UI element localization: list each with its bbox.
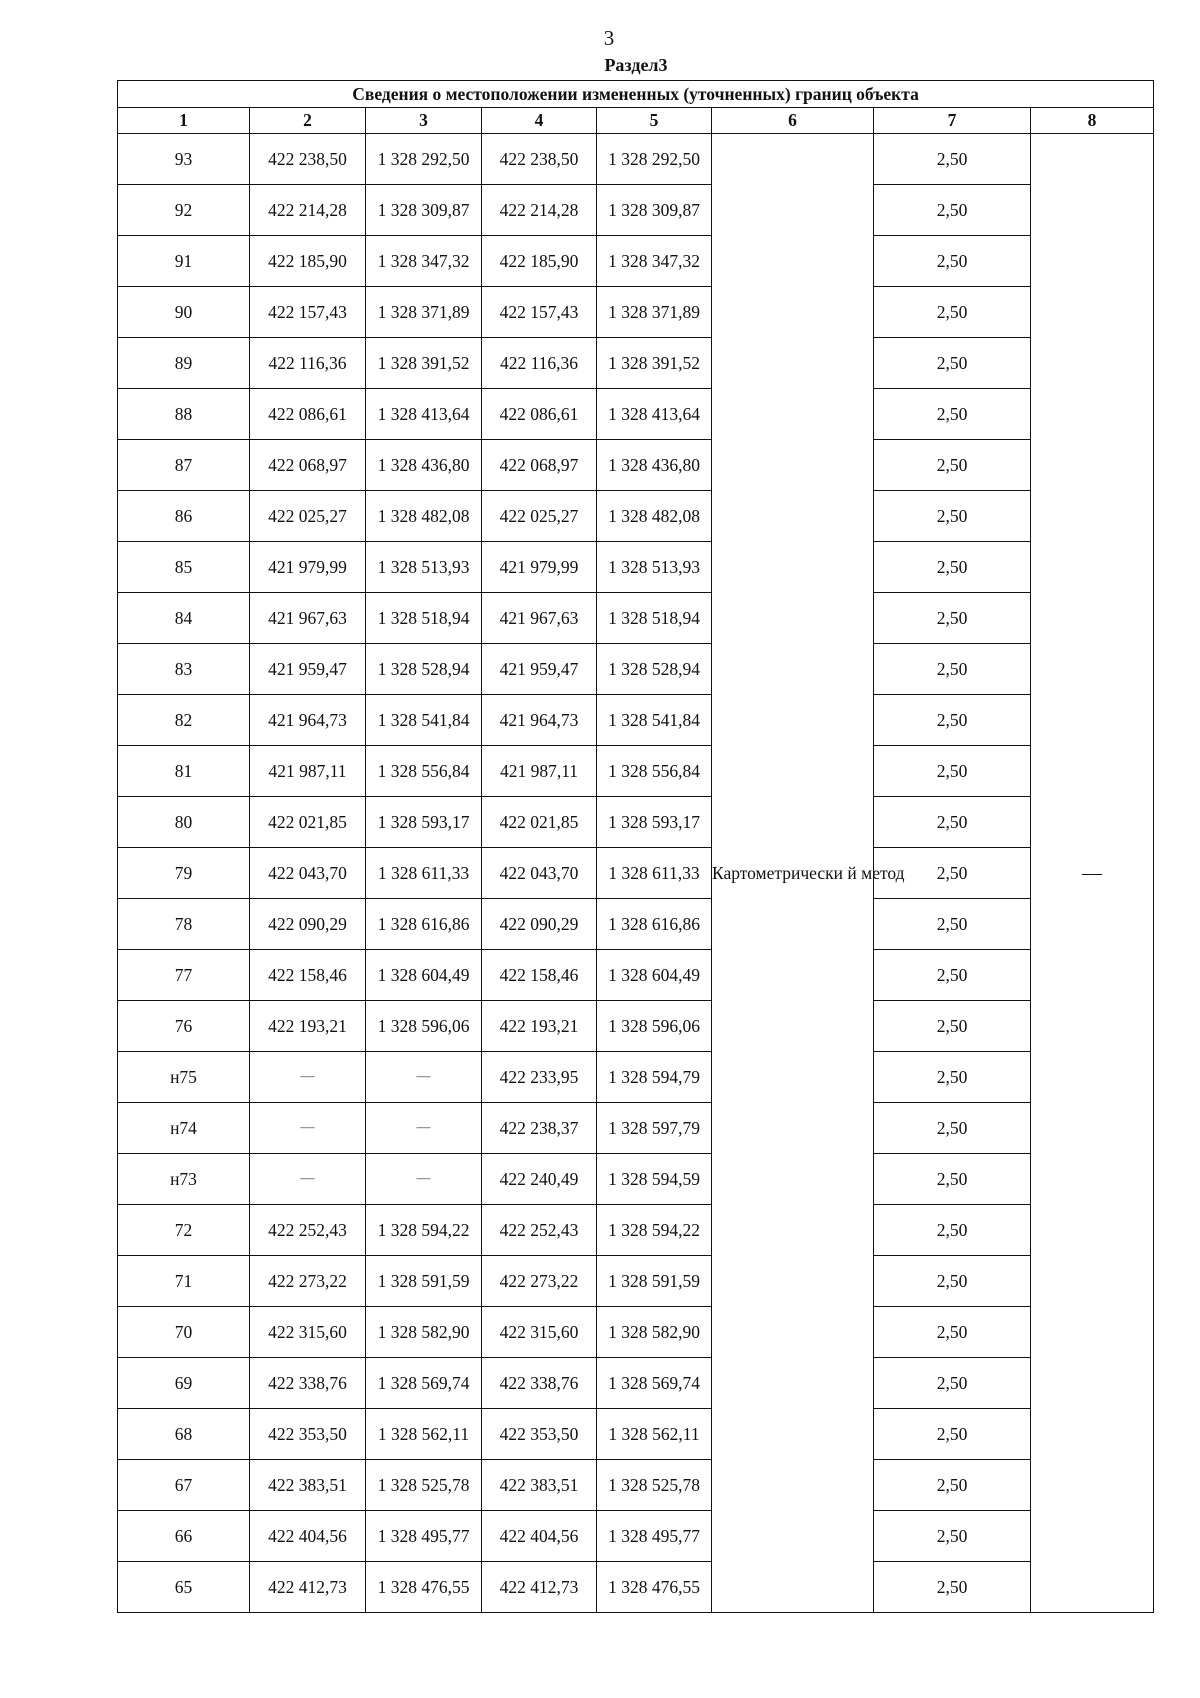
column-number-1: 1 <box>118 108 250 134</box>
old-y-cell: 1 328 513,93 <box>366 542 482 593</box>
point-id-cell: 66 <box>118 1511 250 1562</box>
old-y-cell: 1 328 594,22 <box>366 1205 482 1256</box>
point-id-cell: 85 <box>118 542 250 593</box>
point-id-cell: 92 <box>118 185 250 236</box>
table-row <box>118 797 1154 848</box>
old-x-cell: 421 979,99 <box>250 542 366 593</box>
page-number: 3 <box>603 26 615 50</box>
accuracy-cell: 2,50 <box>874 338 1031 389</box>
old-y-cell: 1 328 611,33 <box>366 848 482 899</box>
new-y-cell: 1 328 597,79 <box>597 1103 712 1154</box>
accuracy-cell: 2,50 <box>874 1511 1031 1562</box>
new-y-cell: 1 328 591,59 <box>597 1256 712 1307</box>
column-number-2: 2 <box>250 108 366 134</box>
old-x-cell: 422 157,43 <box>250 287 366 338</box>
old-x-cell: 421 964,73 <box>250 695 366 746</box>
new-y-cell: 1 328 594,59 <box>597 1154 712 1205</box>
accuracy-cell: 2,50 <box>874 797 1031 848</box>
point-id-cell: н75 <box>118 1052 250 1103</box>
accuracy-cell: 2,50 <box>874 695 1031 746</box>
point-id-cell: 71 <box>118 1256 250 1307</box>
point-id-cell: 82 <box>118 695 250 746</box>
column-number-6: 6 <box>712 108 874 134</box>
new-x-cell: 422 214,28 <box>482 185 597 236</box>
table-row <box>118 440 1154 491</box>
new-x-cell: 422 068,97 <box>482 440 597 491</box>
table-row <box>118 542 1154 593</box>
old-y-cell: 1 328 371,89 <box>366 287 482 338</box>
new-x-cell: 421 987,11 <box>482 746 597 797</box>
new-y-cell: 1 328 593,17 <box>597 797 712 848</box>
old-x-cell: 422 193,21 <box>250 1001 366 1052</box>
new-x-cell: 421 979,99 <box>482 542 597 593</box>
new-x-cell: 422 025,27 <box>482 491 597 542</box>
old-x-cell: 422 252,43 <box>250 1205 366 1256</box>
new-y-cell: 1 328 582,90 <box>597 1307 712 1358</box>
old-x-cell: 421 967,63 <box>250 593 366 644</box>
new-y-cell: 1 328 482,08 <box>597 491 712 542</box>
accuracy-cell: 2,50 <box>874 1358 1031 1409</box>
old-x-cell: 422 068,97 <box>250 440 366 491</box>
new-x-cell: 422 021,85 <box>482 797 597 848</box>
table-row <box>118 1256 1154 1307</box>
accuracy-cell: 2,50 <box>874 1409 1031 1460</box>
old-x-cell: 422 383,51 <box>250 1460 366 1511</box>
point-id-cell: 69 <box>118 1358 250 1409</box>
old-x-cell: 422 021,85 <box>250 797 366 848</box>
new-y-cell: 1 328 556,84 <box>597 746 712 797</box>
point-id-cell: 72 <box>118 1205 250 1256</box>
old-x-cell: — <box>250 1103 366 1154</box>
new-x-cell: 422 238,37 <box>482 1103 597 1154</box>
old-y-cell: 1 328 391,52 <box>366 338 482 389</box>
new-y-cell: 1 328 347,32 <box>597 236 712 287</box>
old-y-cell: 1 328 541,84 <box>366 695 482 746</box>
old-y-cell: 1 328 604,49 <box>366 950 482 1001</box>
accuracy-cell: 2,50 <box>874 1205 1031 1256</box>
old-x-cell: 422 158,46 <box>250 950 366 1001</box>
table-row <box>118 1307 1154 1358</box>
accuracy-cell: 2,50 <box>874 1052 1031 1103</box>
old-y-cell: 1 328 292,50 <box>366 134 482 185</box>
table-row <box>118 185 1154 236</box>
old-x-cell: 422 214,28 <box>250 185 366 236</box>
new-y-cell: 1 328 371,89 <box>597 287 712 338</box>
new-x-cell: 422 240,49 <box>482 1154 597 1205</box>
point-id-cell: 67 <box>118 1460 250 1511</box>
old-y-cell: — <box>366 1103 482 1154</box>
accuracy-cell: 2,50 <box>874 1001 1031 1052</box>
new-y-cell: 1 328 594,22 <box>597 1205 712 1256</box>
new-x-cell: 422 193,21 <box>482 1001 597 1052</box>
new-y-cell: 1 328 569,74 <box>597 1358 712 1409</box>
point-id-cell: 65 <box>118 1562 250 1613</box>
new-y-cell: 1 328 541,84 <box>597 695 712 746</box>
boundary-coordinates-table <box>117 80 1154 1613</box>
old-y-cell: 1 328 616,86 <box>366 899 482 950</box>
new-x-cell: 421 964,73 <box>482 695 597 746</box>
table-row <box>118 1205 1154 1256</box>
new-x-cell: 422 338,76 <box>482 1358 597 1409</box>
old-x-cell: — <box>250 1154 366 1205</box>
accuracy-cell: 2,50 <box>874 593 1031 644</box>
accuracy-cell: 2,50 <box>874 389 1031 440</box>
point-id-cell: 77 <box>118 950 250 1001</box>
old-x-cell: 422 025,27 <box>250 491 366 542</box>
new-x-cell: 422 090,29 <box>482 899 597 950</box>
column-number-4: 4 <box>482 108 597 134</box>
new-y-cell: 1 328 604,49 <box>597 950 712 1001</box>
accuracy-cell: 2,50 <box>874 491 1031 542</box>
column-number-7: 7 <box>874 108 1031 134</box>
new-x-cell: 422 315,60 <box>482 1307 597 1358</box>
accuracy-cell: 2,50 <box>874 1103 1031 1154</box>
point-id-cell: 68 <box>118 1409 250 1460</box>
table-row <box>118 899 1154 950</box>
accuracy-cell: 2,50 <box>874 1562 1031 1613</box>
point-id-cell: 90 <box>118 287 250 338</box>
new-y-cell: 1 328 309,87 <box>597 185 712 236</box>
old-y-cell: 1 328 556,84 <box>366 746 482 797</box>
new-y-cell: 1 328 436,80 <box>597 440 712 491</box>
new-x-cell: 422 252,43 <box>482 1205 597 1256</box>
point-id-cell: 91 <box>118 236 250 287</box>
new-y-cell: 1 328 562,11 <box>597 1409 712 1460</box>
accuracy-cell: 2,50 <box>874 134 1031 185</box>
accuracy-cell: 2,50 <box>874 899 1031 950</box>
point-id-cell: 70 <box>118 1307 250 1358</box>
point-id-cell: 76 <box>118 1001 250 1052</box>
new-y-cell: 1 328 525,78 <box>597 1460 712 1511</box>
old-y-cell: 1 328 413,64 <box>366 389 482 440</box>
new-y-cell: 1 328 528,94 <box>597 644 712 695</box>
column-numbers-row <box>118 108 1154 134</box>
table-row <box>118 950 1154 1001</box>
section-title: Раздел3 <box>604 55 668 75</box>
old-x-cell: 422 238,50 <box>250 134 366 185</box>
old-x-cell: 422 185,90 <box>250 236 366 287</box>
old-x-cell: 422 338,76 <box>250 1358 366 1409</box>
method-cell: Картометрически й метод <box>712 134 874 1613</box>
table-row <box>118 287 1154 338</box>
old-y-cell: 1 328 593,17 <box>366 797 482 848</box>
new-x-cell: 422 086,61 <box>482 389 597 440</box>
old-x-cell: — <box>250 1052 366 1103</box>
new-y-cell: 1 328 518,94 <box>597 593 712 644</box>
old-x-cell: 422 315,60 <box>250 1307 366 1358</box>
table-row <box>118 593 1154 644</box>
point-id-cell: 79 <box>118 848 250 899</box>
table-row <box>118 1001 1154 1052</box>
old-x-cell: 421 987,11 <box>250 746 366 797</box>
accuracy-cell: 2,50 <box>874 1256 1031 1307</box>
old-y-cell: 1 328 596,06 <box>366 1001 482 1052</box>
accuracy-cell: 2,50 <box>874 746 1031 797</box>
old-y-cell: 1 328 309,87 <box>366 185 482 236</box>
table-row <box>118 1358 1154 1409</box>
accuracy-cell: 2,50 <box>874 1460 1031 1511</box>
point-id-cell: 78 <box>118 899 250 950</box>
old-y-cell: 1 328 591,59 <box>366 1256 482 1307</box>
old-y-cell: 1 328 525,78 <box>366 1460 482 1511</box>
old-y-cell: — <box>366 1052 482 1103</box>
old-y-cell: 1 328 582,90 <box>366 1307 482 1358</box>
new-y-cell: 1 328 413,64 <box>597 389 712 440</box>
old-y-cell: 1 328 528,94 <box>366 644 482 695</box>
point-id-cell: 80 <box>118 797 250 848</box>
table-body <box>118 134 1154 1613</box>
old-y-cell: 1 328 476,55 <box>366 1562 482 1613</box>
new-x-cell: 422 043,70 <box>482 848 597 899</box>
column-number-3: 3 <box>366 108 482 134</box>
table-row <box>118 389 1154 440</box>
table-row <box>118 236 1154 287</box>
new-y-cell: 1 328 391,52 <box>597 338 712 389</box>
point-id-cell: 93 <box>118 134 250 185</box>
old-y-cell: 1 328 436,80 <box>366 440 482 491</box>
table-row <box>118 491 1154 542</box>
table-title: Сведения о местоположении измененных (уточненных) границ объекта <box>118 81 1154 108</box>
old-y-cell: 1 328 495,77 <box>366 1511 482 1562</box>
accuracy-cell: 2,50 <box>874 440 1031 491</box>
new-y-cell: 1 328 513,93 <box>597 542 712 593</box>
point-id-cell: 83 <box>118 644 250 695</box>
old-y-cell: 1 328 562,11 <box>366 1409 482 1460</box>
old-x-cell: 422 273,22 <box>250 1256 366 1307</box>
new-x-cell: 422 238,50 <box>482 134 597 185</box>
table-row <box>118 338 1154 389</box>
point-id-cell: 86 <box>118 491 250 542</box>
old-x-cell: 422 043,70 <box>250 848 366 899</box>
table-row <box>118 644 1154 695</box>
new-x-cell: 421 967,63 <box>482 593 597 644</box>
table-row <box>118 1562 1154 1613</box>
point-id-cell: 81 <box>118 746 250 797</box>
old-y-cell: 1 328 482,08 <box>366 491 482 542</box>
old-y-cell: 1 328 569,74 <box>366 1358 482 1409</box>
point-id-cell: 84 <box>118 593 250 644</box>
new-x-cell: 422 158,46 <box>482 950 597 1001</box>
accuracy-cell: 2,50 <box>874 950 1031 1001</box>
table-row <box>118 1409 1154 1460</box>
point-id-cell: 88 <box>118 389 250 440</box>
new-x-cell: 422 412,73 <box>482 1562 597 1613</box>
old-x-cell: 422 353,50 <box>250 1409 366 1460</box>
table-row <box>118 746 1154 797</box>
table-row <box>118 1460 1154 1511</box>
old-x-cell: 422 086,61 <box>250 389 366 440</box>
old-x-cell: 421 959,47 <box>250 644 366 695</box>
new-y-cell: 1 328 495,77 <box>597 1511 712 1562</box>
old-x-cell: 422 116,36 <box>250 338 366 389</box>
accuracy-cell: 2,50 <box>874 236 1031 287</box>
old-y-cell: 1 328 347,32 <box>366 236 482 287</box>
new-x-cell: 422 404,56 <box>482 1511 597 1562</box>
new-y-cell: 1 328 476,55 <box>597 1562 712 1613</box>
new-x-cell: 422 116,36 <box>482 338 597 389</box>
note-cell: — <box>1031 134 1154 1613</box>
accuracy-cell: 2,50 <box>874 1154 1031 1205</box>
table-row <box>118 848 1154 899</box>
point-id-cell: 89 <box>118 338 250 389</box>
accuracy-cell: 2,50 <box>874 185 1031 236</box>
table-row <box>118 1511 1154 1562</box>
table-row <box>118 1052 1154 1103</box>
new-x-cell: 422 157,43 <box>482 287 597 338</box>
table-row <box>118 1103 1154 1154</box>
old-x-cell: 422 090,29 <box>250 899 366 950</box>
accuracy-cell: 2,50 <box>874 542 1031 593</box>
new-x-cell: 422 353,50 <box>482 1409 597 1460</box>
accuracy-cell: 2,50 <box>874 848 1031 899</box>
new-x-cell: 422 185,90 <box>482 236 597 287</box>
new-x-cell: 422 273,22 <box>482 1256 597 1307</box>
accuracy-cell: 2,50 <box>874 644 1031 695</box>
old-x-cell: 422 404,56 <box>250 1511 366 1562</box>
table-row <box>118 695 1154 746</box>
column-number-8: 8 <box>1031 108 1154 134</box>
old-y-cell: — <box>366 1154 482 1205</box>
new-x-cell: 421 959,47 <box>482 644 597 695</box>
column-number-5: 5 <box>597 108 712 134</box>
table-row <box>118 1154 1154 1205</box>
new-y-cell: 1 328 596,06 <box>597 1001 712 1052</box>
old-x-cell: 422 412,73 <box>250 1562 366 1613</box>
accuracy-cell: 2,50 <box>874 1307 1031 1358</box>
point-id-cell: н74 <box>118 1103 250 1154</box>
accuracy-cell: 2,50 <box>874 287 1031 338</box>
new-y-cell: 1 328 594,79 <box>597 1052 712 1103</box>
new-y-cell: 1 328 616,86 <box>597 899 712 950</box>
table-row <box>118 134 1154 185</box>
new-y-cell: 1 328 292,50 <box>597 134 712 185</box>
new-y-cell: 1 328 611,33 <box>597 848 712 899</box>
point-id-cell: 87 <box>118 440 250 491</box>
point-id-cell: н73 <box>118 1154 250 1205</box>
old-y-cell: 1 328 518,94 <box>366 593 482 644</box>
new-x-cell: 422 233,95 <box>482 1052 597 1103</box>
new-x-cell: 422 383,51 <box>482 1460 597 1511</box>
